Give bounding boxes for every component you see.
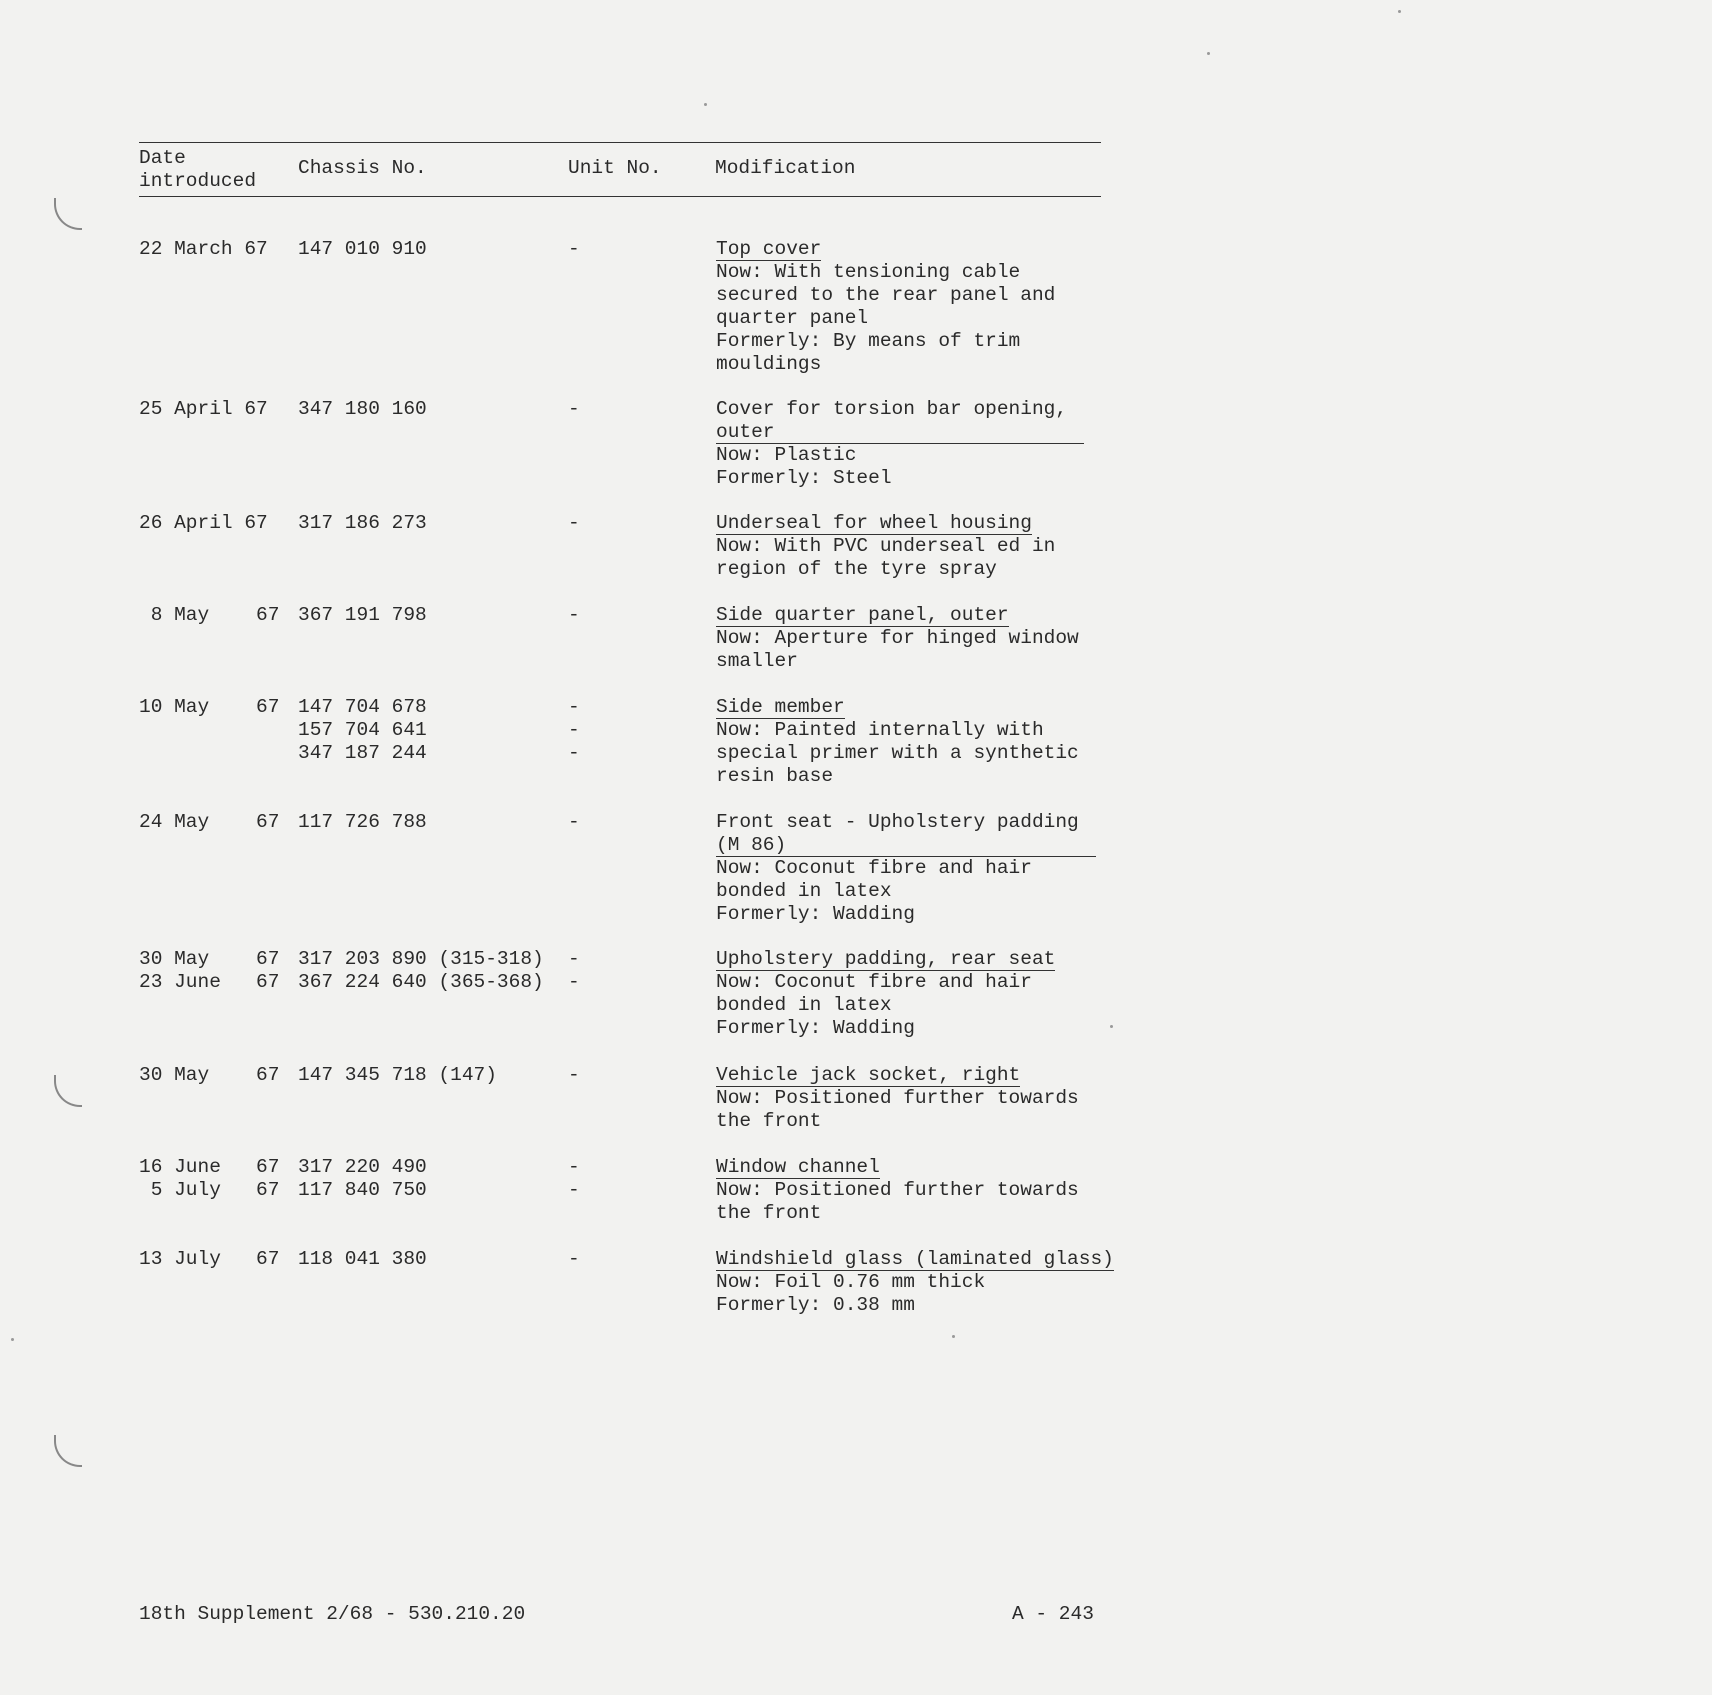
modification-title: Cover for torsion bar opening, xyxy=(716,398,1068,420)
row-chassis: 347 180 160 xyxy=(298,398,427,420)
scan-speck xyxy=(704,103,707,106)
modification-title: Underseal for wheel housing xyxy=(716,512,1032,534)
punch-hole-mark xyxy=(54,1075,82,1107)
row-unit: - - xyxy=(568,948,580,993)
row-modification: Vehicle jack socket, right Now: Positioned further towards the front xyxy=(716,1064,1079,1132)
row-modification: Side member Now: Painted internally with special primer with a synthetic resin base xyxy=(716,696,1079,787)
modification-title: Side member xyxy=(716,696,845,718)
header-unit-label: Unit No. xyxy=(568,157,662,179)
row-chassis: 317 220 490 117 840 750 xyxy=(298,1156,427,1201)
row-chassis: 317 203 890 (315-318) 367 224 640 (365-368) xyxy=(298,948,544,993)
modification-title: Vehicle jack socket, right xyxy=(716,1064,1021,1086)
modification-title-continued: outer xyxy=(716,422,1084,444)
row-chassis: 367 191 798 xyxy=(298,604,427,626)
row-date: 10 May 67 xyxy=(139,696,280,718)
header-date-label: Date introduced xyxy=(139,147,257,192)
modification-title: Window channel xyxy=(716,1156,880,1178)
row-chassis: 117 726 788 xyxy=(298,811,427,833)
row-modification: Side quarter panel, outer Now: Aperture for hinged window smaller xyxy=(716,604,1079,672)
modification-title: Windshield glass (laminated glass) xyxy=(716,1248,1114,1270)
row-unit: - xyxy=(568,604,580,626)
scan-speck xyxy=(11,1338,14,1341)
row-modification: Window channel Now: Positioned further towards the front xyxy=(716,1156,1079,1224)
row-modification: Top cover Now: With tensioning cable secured to the rear panel and quarter panel Formerly: By means of trim mouldings xyxy=(716,238,1056,375)
row-date: 16 June 67 5 July 67 xyxy=(139,1156,280,1201)
row-modification: Cover for torsion bar opening, outer Now: Plastic Formerly: Steel xyxy=(716,398,1084,490)
row-unit: - xyxy=(568,811,580,833)
row-unit: - xyxy=(568,1248,580,1270)
row-date: 22 March 67 xyxy=(139,238,268,260)
row-date: 24 May 67 xyxy=(139,811,280,833)
header-top-rule xyxy=(139,142,1101,143)
row-chassis: 147 010 910 xyxy=(298,238,427,260)
row-date: 13 July 67 xyxy=(139,1248,280,1270)
modification-title-continued: (M 86) xyxy=(716,835,1096,857)
punch-hole-mark xyxy=(54,198,82,230)
row-unit: - - - xyxy=(568,696,580,764)
row-chassis: 147 345 718 (147) xyxy=(298,1064,497,1086)
row-date: 8 May 67 xyxy=(139,604,280,626)
footer-supplement-reference: 18th Supplement 2/68 - 530.210.20 xyxy=(139,1603,526,1625)
footer-page-number: A - 243 xyxy=(1012,1603,1094,1625)
row-unit: - xyxy=(568,398,580,420)
header-modification-label: Modification xyxy=(715,157,856,179)
punch-hole-mark xyxy=(54,1435,82,1467)
row-unit: - xyxy=(568,1064,580,1086)
row-modification: Upholstery padding, rear seat Now: Coconut fibre and hair bonded in latex Formerly: Wadding xyxy=(716,948,1056,1039)
row-chassis: 147 704 678 157 704 641 347 187 244 xyxy=(298,696,427,764)
row-unit: - xyxy=(568,238,580,260)
row-unit: - xyxy=(568,512,580,534)
modification-title: Front seat - Upholstery padding xyxy=(716,811,1079,833)
scan-speck xyxy=(1110,1025,1113,1028)
row-unit: - - xyxy=(568,1156,580,1201)
row-chassis: 118 041 380 xyxy=(298,1248,427,1270)
scan-speck xyxy=(1207,52,1210,55)
row-modification: Windshield glass (laminated glass) Now: Foil 0.76 mm thick Formerly: 0.38 mm xyxy=(716,1248,1114,1316)
row-chassis: 317 186 273 xyxy=(298,512,427,534)
modification-title: Upholstery padding, rear seat xyxy=(716,948,1056,970)
row-date: 25 April 67 xyxy=(139,398,268,420)
modification-title: Side quarter panel, outer xyxy=(716,604,1009,626)
row-modification: Underseal for wheel housing Now: With PVC underseal ed in region of the tyre spray xyxy=(716,512,1056,580)
row-modification: Front seat - Upholstery padding (M 86) Now: Coconut fibre and hair bonded in latex Formerly: Wadding xyxy=(716,811,1096,926)
scan-speck xyxy=(1398,10,1401,13)
row-date: 30 May 67 xyxy=(139,1064,280,1086)
modification-title: Top cover xyxy=(716,238,822,260)
scan-speck xyxy=(952,1335,955,1338)
row-date: 30 May 67 23 June 67 xyxy=(139,948,280,993)
header-bottom-rule xyxy=(139,196,1101,197)
header-chassis-label: Chassis No. xyxy=(298,157,427,179)
row-date: 26 April 67 xyxy=(139,512,268,534)
